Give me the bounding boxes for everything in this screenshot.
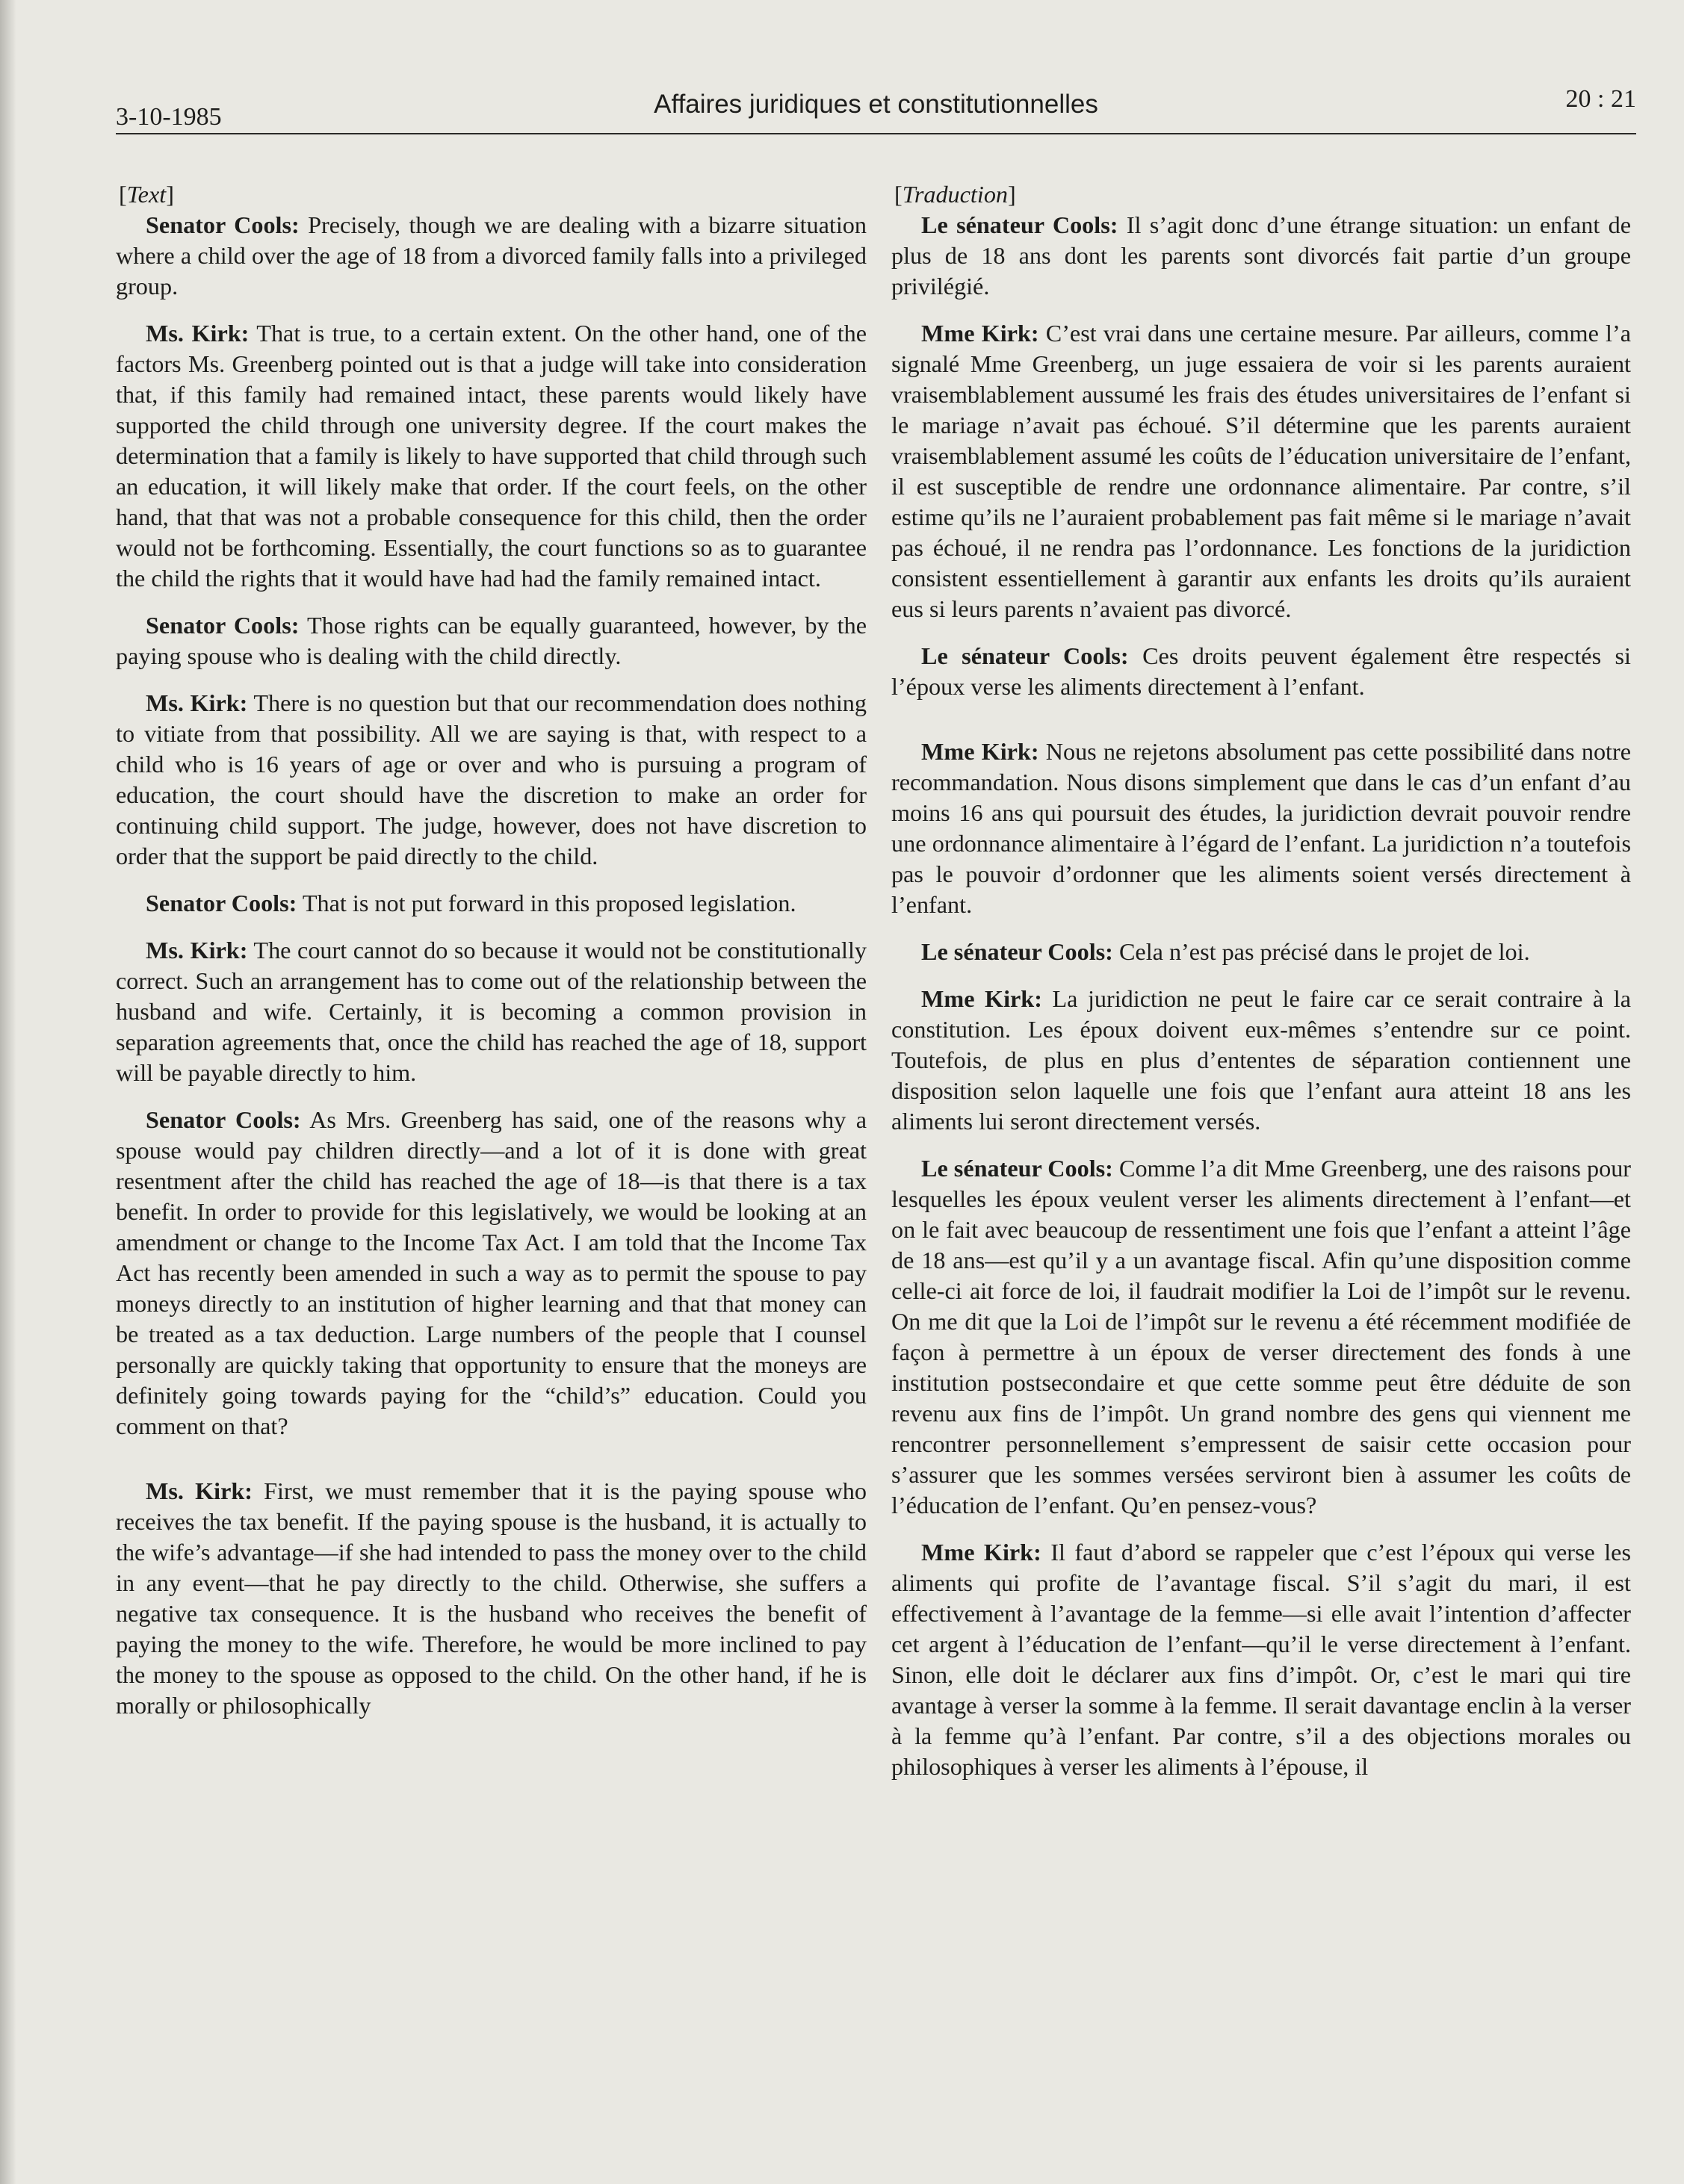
paragraph-text: Il faut d’abord se rappeler que c’est l’époux qui verse les aliments qui profite de l’avantage fiscal. S’il s’agit du mari, il est effectivement à l’avantage de la femme—si elle avait l’intention d’affecter cet argent à l’éducation de l’enfant—qu’il le verse directement à l’enfant. Sinon, elle doit le déclarer aux fins d’impôt. Or, c’est le mari qui tire avantage à verser la somme à la femme. Il serait davantage enclin à la verser à la femme qu’à l’enfant. Par contre, s’il a des objections morales ou philosophiques à verser les aliments à l’épouse, il [891,1539,1631,1780]
speaker-name: Mme Kirk: [921,738,1039,765]
english-column [116,179,867,1721]
paragraph-text: That is not put forward in this proposed legislation. [302,890,796,916]
speaker-name: Le sénateur Cools: [921,938,1113,965]
paragraph-text: As Mrs. Greenberg has said, one of the reasons why a spouse would pay children directly—and a lot of it is done with great resentment after the child has reached the age of 18—is that there is a tax benefit. In order to provide for this legislatively, we would be looking at an amendment or change to the Income Tax Act. I am told that the Income Tax Act has recently been amended in such a way as to permit the spouse to pay moneys directly to an institution of higher learning and that that money can be treated as a tax deduction. Large numbers of the people that I counsel personally are quickly taking that opportunity to ensure that the moneys are definitely going towards paying for the “child’s” education. Could you comment on that? [116,1106,867,1439]
transcript-paragraph [116,318,867,594]
paragraph-text: First, we must remember that it is the paying spouse who receives the tax benefit. If the paying spouse is the husband, it is actually to the wife’s advantage—if she had intended to pass the money over to the child in any event—that he pay directly to the child. Otherwise, she suffers a negative tax consequence. It is the husband who receives the benefit of paying the money to the wife. Therefore, he would be more inclined to pay the money to the spouse as opposed to the child. On the other hand, if he is morally or philosophically [116,1477,867,1719]
transcript-paragraph [116,210,867,302]
transcript-paragraph [891,641,1631,702]
transcript-paragraph [116,1105,867,1442]
transcript-paragraph [891,210,1631,302]
paragraph-text: That is true, to a certain extent. On the other hand, one of the factors Ms. Greenberg pointed out is that a judge will take into consideration that, if this family had remained intact, these parents would likely have supported the child through one university degree. If the court makes the determination that a family is likely to have supported that child through such an education, it will likely make that order. If the court feels, on the other hand, that that was not a probable consequence for this child, then the order would not be forthcoming. Essentially, the court functions so as to guarantee the child the rights that it would have had had the family remained intact. [116,320,867,592]
paragraph-text: Ces droits peuvent également être respectés si l’époux verse les aliments directement à l’enfant. [891,642,1631,700]
page-edge-shadow [0,0,16,2184]
transcript-paragraph [116,688,867,872]
transcript-paragraph [116,935,867,1088]
speaker-name: Senator Cools: [146,211,300,238]
transcript-paragraph [891,1537,1631,1782]
transcript-paragraph [891,1153,1631,1521]
header-page-number: 20 : 21 [1565,85,1636,113]
transcript-paragraph [116,1476,867,1721]
transcript-paragraph [891,937,1631,967]
paragraph-text: C’est vrai dans une certaine mesure. Par ailleurs, comme l’a signalé Mme Greenberg, un juge essaiera de voir si les parents auraient vraisemblablement aussumé les frais des études universitaires de l’enfant si le mariage n’avait pas échoué. S’il détermine que les parents auraient vraisemblablement assumé les coûts de l’éducation universitaire de l’enfant, il est susceptible de rendre une ordonnance alimentaire. Par contre, s’il estime qu’ils ne l’auraient probablement pas fait même si le mariage n’avait pas échoué, il ne rendra pas l’ordonnance. Les fonctions de la juridiction consistent essentiellement à garantir aux enfants les droits qu’ils auraient eus si leurs parents n’avaient pas divorcé. [891,320,1631,622]
speaker-name: Ms. Kirk: [146,320,250,347]
page-header [116,81,1636,134]
paragraph-text: Those rights can be equally guaranteed, however, by the paying spouse who is dealing with the child directly. [116,612,867,669]
paragraph-text: Il s’agit donc d’une étrange situation: un enfant de plus de 18 ans dont les parents sont divorcés fait partie d’un groupe privilégié. [891,211,1632,300]
transcript-paragraph [891,318,1631,624]
transcript-paragraph [116,610,867,671]
speaker-name: Mme Kirk: [921,985,1042,1012]
speaker-name: Senator Cools: [146,890,297,916]
speaker-name: Ms. Kirk: [146,689,248,716]
header-title: Affaires juridiques et constitutionnelles [654,90,1098,119]
speaker-name: Mme Kirk: [921,1539,1041,1566]
transcript-paragraph [116,888,867,919]
column-tag: [Text] [119,181,174,208]
paragraph-text: The court cannot do so because it would not be constitutionally correct. Such an arrangement has to come out of the relationship between the husband and wife. Certainly, it is becoming a common provision in separation agreements that, once the child has reached the age of 18, support will be payable directly to him. [116,937,867,1086]
paragraph-text: There is no question but that our recommendation does nothing to vitiate from that possibility. All we are saying is that, with respect to a child who is 16 years of age or over and who is pursuing a program of education, the court should have the discretion to make an order for continuing child support. The judge, however, does not have discretion to order that the support be paid directly to the child. [116,689,867,869]
paragraph-text: Comme l’a dit Mme Greenberg, une des raisons pour lesquelles les époux veulent verser les aliments directement à l’enfant—et on le fait avec beaucoup de ressentiment une fois que l’enfant a atteint l’âge de 18 ans—est qu’il y a un avantage fiscal. Afin qu’une disposition comme celle-ci ait force de loi, il faudrait modifier la Loi de l’impôt sur le revenu. On me dit que la Loi de l’impôt sur le revenu a été récemment modifiée de façon à permettre à un époux de verser directement des fonds à une institution postsecondaire et que cette somme peut être déduite de son revenu aux fins de l’impôt. Un grand nombre des gens qui viennent me rencontrer personnellement s’empressent de saisir cette occasion pour s’assurer que les sommes versées serviront bien à assumer les coûts de l’éducation de l’enfant. Qu’en pensez-vous? [891,1155,1632,1518]
speaker-name: Mme Kirk: [921,320,1039,347]
speaker-name: Ms. Kirk: [146,937,248,964]
french-column [891,179,1631,1782]
header-date: 3-10-1985 [116,103,222,131]
paragraph-text: Nous ne rejetons absolument pas cette possibilité dans notre recommandation. Nous disons simplement que dans le cas d’un enfant d’au moins 16 ans qui poursuit des études, la juridiction devrait pouvoir rendre une ordonnance alimentaire à l’égard de l’enfant. La juridiction n’a toutefois pas le pouvoir d’ordonner que les aliments soient versés directement à l’enfant. [891,738,1631,918]
speaker-name: Ms. Kirk: [146,1477,253,1504]
speaker-name: Senator Cools: [146,1106,301,1133]
paragraph-text: Precisely, though we are dealing with a bizarre situation where a child over the age of 18 from a divorced family falls into a privileged group. [116,211,867,300]
paragraph-text: La juridiction ne peut le faire car ce serait contraire à la constitution. Les époux doivent eux-mêmes s’entendre sur ce point. Toutefois, de plus en plus d’ententes de séparation contiennent une disposition selon laquelle une fois que l’enfant aura atteint 18 ans les aliments lui seront directement versés. [891,985,1631,1135]
column-tag: [Traduction] [894,181,1016,208]
speaker-name: Le sénateur Cools: [921,1155,1113,1182]
speaker-name: Le sénateur Cools: [921,642,1129,669]
speaker-name: Le sénateur Cools: [921,211,1118,238]
speaker-name: Senator Cools: [146,612,300,639]
transcript-paragraph [891,984,1631,1137]
transcript-paragraph [891,736,1631,920]
paragraph-text: Cela n’est pas précisé dans le projet de loi. [1118,938,1530,965]
